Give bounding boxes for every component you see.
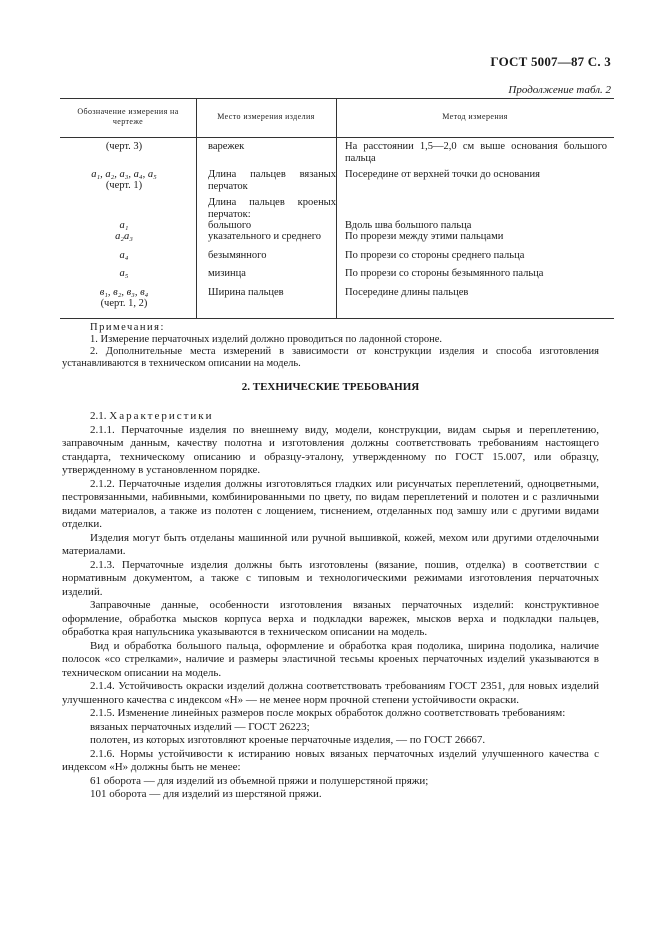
note-item: 2. Дополнительные места измерений в зависимости от конструкции изделия и способа изготовления устанавливаются в техническом описании на модель.	[62, 346, 599, 369]
paragraph: полотен, из которых изготовляют кроеные перчаточные изделия, — по ГОСТ 26667.	[90, 734, 486, 746]
paragraph: 2.1.1. Перчаточные изделия по внешнему виду, модели, конструкции, видам сырья и переплетению, заправочным данным, качеству полотна и изготовления должны соответствовать требованиям настоящего стандарта, техническому описанию и образцу-эталону, утвержденному по ГОСТ 15.007, или образцу, утвержденному в установленном порядке.	[62, 423, 599, 476]
table-column-divider	[196, 99, 197, 318]
paragraph: 2.1.6. Нормы устойчивости к истиранию новых вязаных перчаточных изделий улучшенного качества с индексом «Н» должны быть не менее:	[62, 747, 599, 773]
table-notes	[62, 322, 599, 370]
paragraph: Заправочные данные, особенности изготовления вязаных перчаточных изделий: конструктивное оформление, обработка мысков корпуса верха и подкладки варежек, мысков верха и подкладки пальцев, обработка края напульсника указываются в техническом описании на модель.	[62, 599, 599, 638]
table-cell: мизинца	[208, 268, 246, 279]
paragraph: 2.1.5. Изменение линейных размеров после мокрых обработок должно соответствовать требованиям:	[90, 707, 566, 719]
section-title-block	[62, 381, 599, 395]
table-cell: Посередине от верхней точки до основания	[345, 169, 540, 180]
page-header: ГОСТ 5007—87 С. 3	[490, 54, 611, 69]
table-cell: На расстоянии 1,5—2,0 см выше основания большого пальца	[345, 141, 607, 164]
notes-title: Примечания:	[90, 322, 165, 333]
table-cell: По прорези со стороны среднего пальца	[345, 250, 525, 261]
section-title: 2. ТЕХНИЧЕСКИЕ ТРЕБОВАНИЯ	[241, 381, 420, 393]
table-cell: Длина пальцев кроеных перчаток:	[208, 197, 336, 220]
paragraph: 2.1.3. Перчаточные изделия должны быть изготовлены (вязание, пошив, отделка) в соответствии с нормативным документом, а также с типовым и технологическими режимами изготовления перчаточных изделий.	[62, 558, 599, 598]
subsection-heading	[62, 410, 599, 424]
table-cell: a₅	[119, 268, 129, 279]
table-column-divider	[336, 99, 337, 318]
table-cell: в₁, в₂, в₃, в₄	[99, 287, 149, 298]
table-cell: По прорези со стороны безымянного пальца	[345, 268, 544, 279]
table-header-divider	[60, 137, 614, 138]
table-cell: a₂a₃	[115, 231, 133, 242]
paragraph: Вид и обработка большого пальца, оформление и обработка края подолика, ширина подолика, наличие полосок «со стрелками», наличие и размеры эластичной тесьмы кроеных перчаточных изделий указываются в техническом описании на модель.	[62, 639, 599, 679]
table-cell: a₁, a₂, a₃, a₄, a₅	[91, 169, 157, 180]
table-cell: (черт. 1, 2)	[100, 298, 148, 309]
paragraph: 101 оборота — для изделий из шерстяной пряжи.	[90, 788, 322, 800]
table-cell: большого	[208, 220, 252, 231]
table-cell: Посередине длины пальцев	[345, 287, 469, 298]
table-cell: a₁	[119, 220, 129, 231]
note-item: 1. Измерение перчаточных изделий должно проводиться по ладонной стороне.	[90, 334, 443, 345]
paragraph: 2.1.4. Устойчивость окраски изделий должна соответствовать требованиям ГОСТ 2351, для новых изделий улучшенного качества с индексом «Н» — не менее норм прочной степени устойчивости окраски.	[62, 680, 599, 706]
measurement-table	[60, 98, 614, 319]
table-cell: Ширина пальцев	[208, 287, 284, 298]
table-continuation-label: Продолжение табл. 2	[508, 84, 611, 96]
table-header-place: Место измерения изделия	[217, 112, 315, 121]
table-header-designation: Обозначение измерения на чертеже	[77, 107, 179, 126]
table-cell: указательного и среднего	[208, 231, 322, 242]
table-cell: Длина пальцев вязаных перчаток	[208, 169, 336, 192]
paragraph: 61 оборота — для изделий из объемной пряжи и полушерстяной пряжи;	[90, 774, 429, 787]
table-cell: (черт. 1)	[105, 180, 143, 191]
paragraph: Изделия могут быть отделаны машинной или ручной вышивкой, кожей, мехом или другими отделочными материалами.	[62, 531, 599, 557]
section-body	[62, 410, 599, 802]
table-cell: По прорези между этими пальцами	[345, 231, 504, 242]
table-cell: a₄	[119, 250, 129, 261]
table-cell: (черт. 3)	[105, 141, 143, 152]
paragraph: 2.1.2. Перчаточные изделия должны изготовляться гладких или рисунчатых переплетений, одноцветными, пестровязанными, набивными, комбинированными по цвету, по видам переплетений и полотен и с различными видами материалов, а также из полотен с лощением, тиснением, отделанных под замшу или с другими видами отделки.	[62, 477, 599, 530]
table-header-method: Метод измерения	[442, 112, 508, 121]
table-cell: безымянного	[208, 250, 267, 261]
table-cell: варежек	[208, 141, 245, 152]
subsection-number: 2.1.	[90, 410, 107, 422]
paragraph: вязаных перчаточных изделий — ГОСТ 26223;	[90, 720, 310, 733]
subsection-title: Характеристики	[109, 410, 214, 422]
table-cell: Вдоль шва большого пальца	[345, 220, 472, 231]
